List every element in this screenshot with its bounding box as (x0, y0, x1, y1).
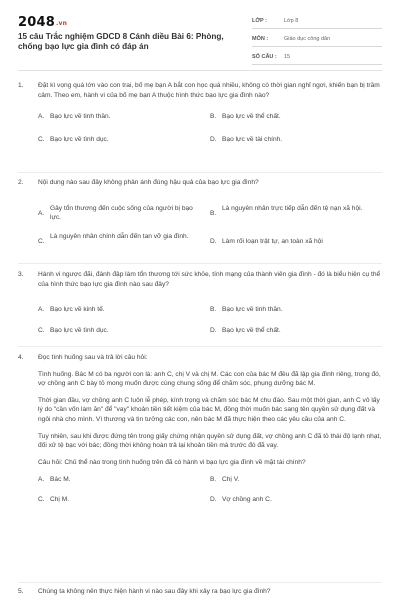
option-letter: A. (38, 306, 45, 314)
option-c[interactable] (38, 232, 193, 247)
question-2 (18, 178, 382, 258)
question-separator (18, 582, 382, 583)
option-text: Là nguyên nhân trực tiếp dẫn đến tệ nạn xã hội. (222, 204, 363, 212)
option-text: Bạo lực về kinh tế. (50, 306, 105, 314)
question-5 (18, 587, 382, 597)
question-stem: Đọc tình huống sau và trả lời câu hỏi: (38, 354, 148, 361)
meta-row-subject (252, 32, 382, 47)
scenario-paragraph: Tuy nhiên, sau khi được đứng tên trong giấy chứng nhận quyền sử dụng đất, vợ chồng anh C đã tỏ thái độ lạnh nhạt, đối xử tệ bạc với bác; đồng thời không hoàn trả lại khoản tiền mà trước đó đã vay. (38, 432, 382, 450)
option-text: Bác M. (50, 476, 71, 484)
logo-name: 2048 (18, 15, 55, 30)
question-3 (18, 270, 382, 339)
option-a[interactable] (38, 204, 193, 223)
option-text: Bạo lực về thể chất. (222, 113, 281, 121)
option-letter: A. (38, 476, 45, 484)
question-separator (18, 346, 382, 347)
scenario-question: Câu hỏi: Chủ thể nào trong tình huống trên đã có hành vi bạo lực gia đình về mặt tài chính? (38, 458, 306, 466)
document-meta (252, 14, 382, 68)
question-stem: Hành vi ngược đãi, đánh đập làm tổn thương tới sức khỏe, tính mạng của thành viên gia đình - đó là biểu hiện cụ thể của hình thức bạo lực gia đình nào sau đây? (38, 271, 381, 288)
option-letter: C. (38, 496, 45, 504)
option-letter: B. (210, 113, 217, 121)
option-text: Chị V. (222, 476, 240, 484)
option-letter: C. (38, 136, 45, 144)
option-letter: D. (210, 136, 217, 144)
header (0, 0, 400, 68)
option-text: Gây tổn thương đến cuộc sống của người bị bạo lực. (50, 204, 193, 222)
option-letter: D. (210, 237, 217, 245)
question-number: 1. (18, 82, 24, 89)
scenario-paragraph: Thời gian đầu, vợ chồng anh C luôn lễ phép, kính trọng và chăm sóc bác M chu đáo. Sau một thời gian, anh C vô lấy lý do "cần vốn làm ăn" để "vay" khoản tiền tiết kiệm của bác M, đồng thời muốn bác sang tên quyền sử dụng đất và ngôi nhà cho mình. Vì thương và tin tưởng các con, nên bác M đã thực hiện theo các yêu cầu của anh C. (38, 396, 380, 423)
option-a[interactable] (38, 305, 193, 315)
option-c[interactable] (38, 495, 193, 505)
site-logo[interactable] (18, 15, 67, 30)
question-number: 4. (18, 354, 24, 361)
question-separator (18, 172, 382, 173)
meta-label: SỐ CÂU : (252, 54, 277, 60)
meta-row-question-count (252, 50, 382, 65)
option-text: Bạo lực về thể chất. (222, 327, 281, 335)
option-letter: D. (210, 496, 217, 504)
meta-row-class (252, 14, 382, 29)
header-divider (18, 70, 382, 71)
option-text: Bạo lực về tinh thần. (222, 306, 283, 314)
option-b[interactable] (210, 475, 365, 485)
option-a[interactable] (38, 475, 193, 485)
option-text: Làm rối loạn trật tự, an toàn xã hội (222, 237, 323, 245)
option-list (38, 188, 382, 258)
logo-tld: .vn (55, 20, 68, 27)
option-letter: C. (38, 237, 45, 245)
option-list (38, 100, 382, 150)
option-d[interactable] (210, 495, 365, 505)
question-stem: Nội dung nào sau đây không phản ánh đúng hậu quả của bạo lực gia đình? (38, 179, 259, 186)
option-c[interactable] (38, 135, 193, 145)
option-letter: A. (38, 209, 45, 217)
question-1 (18, 81, 382, 150)
meta-label: LỚP : (252, 18, 267, 24)
option-letter: B. (210, 476, 217, 484)
option-letter: C. (38, 327, 45, 335)
scenario-paragraph: Tình huống. Bác M có ba người con là: anh C, chị V và chị M. Các con của bác M đều đã lập gia đình riêng, trong đó, vợ chồng anh C bày tỏ mong muốn được cùng chung sống để chăm sóc, phụng dưỡng bác M. (38, 370, 381, 388)
option-letter: A. (38, 113, 45, 121)
question-4 (18, 353, 382, 507)
option-text: Bạo lực về tình dục. (50, 136, 109, 144)
document-title: 15 câu Trắc nghiệm GDCD 8 Cánh diều Bài 6: Phòng, chống bạo lực gia đình có đáp án (18, 32, 224, 51)
meta-value: Lớp 8 (284, 18, 299, 24)
option-text: Vợ chồng anh C. (222, 496, 272, 504)
meta-label: MÔN : (252, 36, 269, 42)
option-letter: D. (210, 327, 217, 335)
option-text: Bạo lực về tình dục. (50, 327, 109, 335)
option-b[interactable] (210, 204, 365, 219)
option-text: Là nguyên nhân chính dẫn đến tan vỡ gia đình. (50, 232, 189, 240)
option-letter: B. (210, 209, 217, 217)
question-stem: Chúng ta không nên thực hiện hành vi nào sau đây khi xảy ra bạo lực gia đình? (38, 588, 271, 595)
option-text: Bạo lực về tài chính. (222, 136, 283, 144)
option-a[interactable] (38, 112, 193, 122)
meta-value: Giáo dục công dân (284, 36, 331, 42)
meta-value: 15 (284, 54, 291, 60)
option-list (38, 467, 382, 507)
option-text: Chị M. (50, 496, 70, 504)
question-number: 2. (18, 179, 24, 186)
option-c[interactable] (38, 326, 193, 336)
option-letter: B. (210, 306, 217, 314)
question-separator (18, 263, 382, 264)
option-d[interactable] (210, 237, 365, 247)
option-text: Bạo lực về tinh thần. (50, 113, 111, 121)
question-stem: Đặt kì vọng quá lớn vào con trai, bố mẹ bạn A bắt con học quá nhiều, không có thời gian nghỉ ngơi, khiến bạn bị trầm cảm. Theo em, hành vi của bố mẹ bạn A thuộc hình thức bạo lực gia đình nào? (38, 82, 380, 99)
option-d[interactable] (210, 326, 365, 336)
option-list (38, 289, 382, 339)
option-b[interactable] (210, 112, 365, 122)
option-b[interactable] (210, 305, 365, 315)
option-d[interactable] (210, 135, 365, 145)
question-number: 5. (18, 588, 24, 595)
question-number: 3. (18, 271, 24, 278)
